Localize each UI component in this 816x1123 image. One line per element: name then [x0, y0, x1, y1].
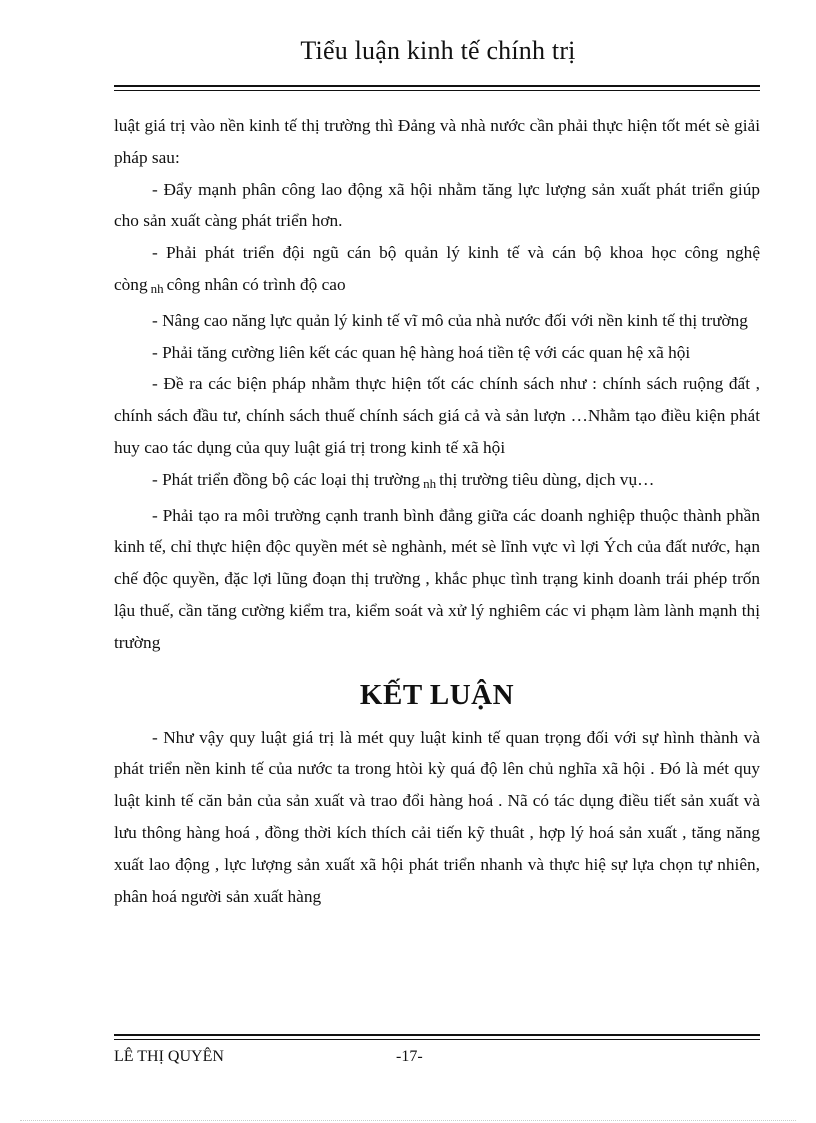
paragraph-4: - Phải tăng cường liên kết các quan hệ hàng hoá tiền tệ với các quan hệ xã hội: [152, 342, 691, 362]
page-edge-dotted-line: [20, 1120, 796, 1121]
paragraph-2: [114, 237, 760, 305]
paragraph-3: - Nâng cao năng lực quản lý kinh tế vĩ mô của nhà nước đối với nền kinh tế thị trường: [152, 310, 748, 330]
paragraph-6-text-b: thị trường tiêu dùng, dịch vụ…: [439, 469, 655, 489]
paragraph-2-subscript: nh: [150, 280, 164, 296]
footer-divider: [114, 1034, 760, 1040]
conclusion-heading: KẾT LUẬN: [359, 678, 515, 711]
paragraph-5: - Đề ra các biện pháp nhằm thực hiện tốt các chính sách như : chính sách ruộng đất , chính sách đầu tư, chính sách thuế chính sách giá cả và sản lượn …Nhằm tạo điều kiện phát huy cao tác dụng của quy luật giá trị trong kinh tế xã hội: [114, 374, 760, 457]
paragraph-6-text-a: - Phát triển đồng bộ các loại thị trường: [152, 469, 421, 489]
paragraph-6: [114, 464, 760, 500]
header-divider: [114, 85, 760, 91]
conclusion-paragraph-1: - Như vậy quy luật giá trị là mét quy luật kinh tế quan trọng đối với sự hình thành và phát triển nền kinh tế của nước ta trong htòi kỳ quá độ lên chủ nghĩa xã hội . Đó là mét quy luật kinh tế căn bản của sản xuất và trao đổi hàng hoá . Nã có tác dụng điều tiết sản xuất và lưu thông hàng hoá , đồng thời kích thích cải tiến kỹ thuât , hợp lý hoá sản xuất , tăng năng xuất lao động , lực lượng sản xuất xã hội phát triển nhanh và thực hiệ sự lựa chọn tự nhiên, phân hoá người sản xuất hàng: [114, 727, 760, 906]
document-body: [114, 110, 760, 912]
paragraph-6-subscript: nh: [423, 475, 437, 491]
footer-page-number: -17-: [396, 1048, 423, 1065]
paragraph-7: - Phải tạo ra môi trường cạnh tranh bình đẳng giữa các doanh nghiệp thuộc thành phần kinh tế, chỉ thực hiện độc quyền mét sè nghành, mét sè lĩnh vực vì lợi Ých của đất nước, hạn chế độc quyền, đặc lợi lũng đoạn thị trường , khắc phục tình trạng kinh doanh trái phép trốn lậu thuế, cần tăng cường kiểm tra, kiểm soát và xử lý nghiêm các vi phạm làm lành mạnh thị trường: [114, 505, 760, 652]
paragraph-intro: luật giá trị vào nền kinh tế thị trường thì Đảng và nhà nước cần phải thực hiện tốt mét sè giải pháp sau:: [114, 116, 760, 167]
paragraph-1: - Đẩy mạnh phân công lao động xã hội nhằm tăng lực lượng sản xuất phát triển giúp cho sản xuất càng phát triển hơn.: [114, 179, 760, 231]
paragraph-2-text-b: công nhân có trình độ cao: [166, 274, 346, 294]
page-header-title: Tiểu luận kinh tế chính trị: [300, 36, 576, 65]
paragraph-2-text-a: - Phải phát triển đội ngũ cán bộ quản lý kinh tế và cán bộ khoa học công nghệ còng: [114, 243, 760, 294]
footer-author: LÊ THỊ QUYÊN: [114, 1048, 224, 1065]
